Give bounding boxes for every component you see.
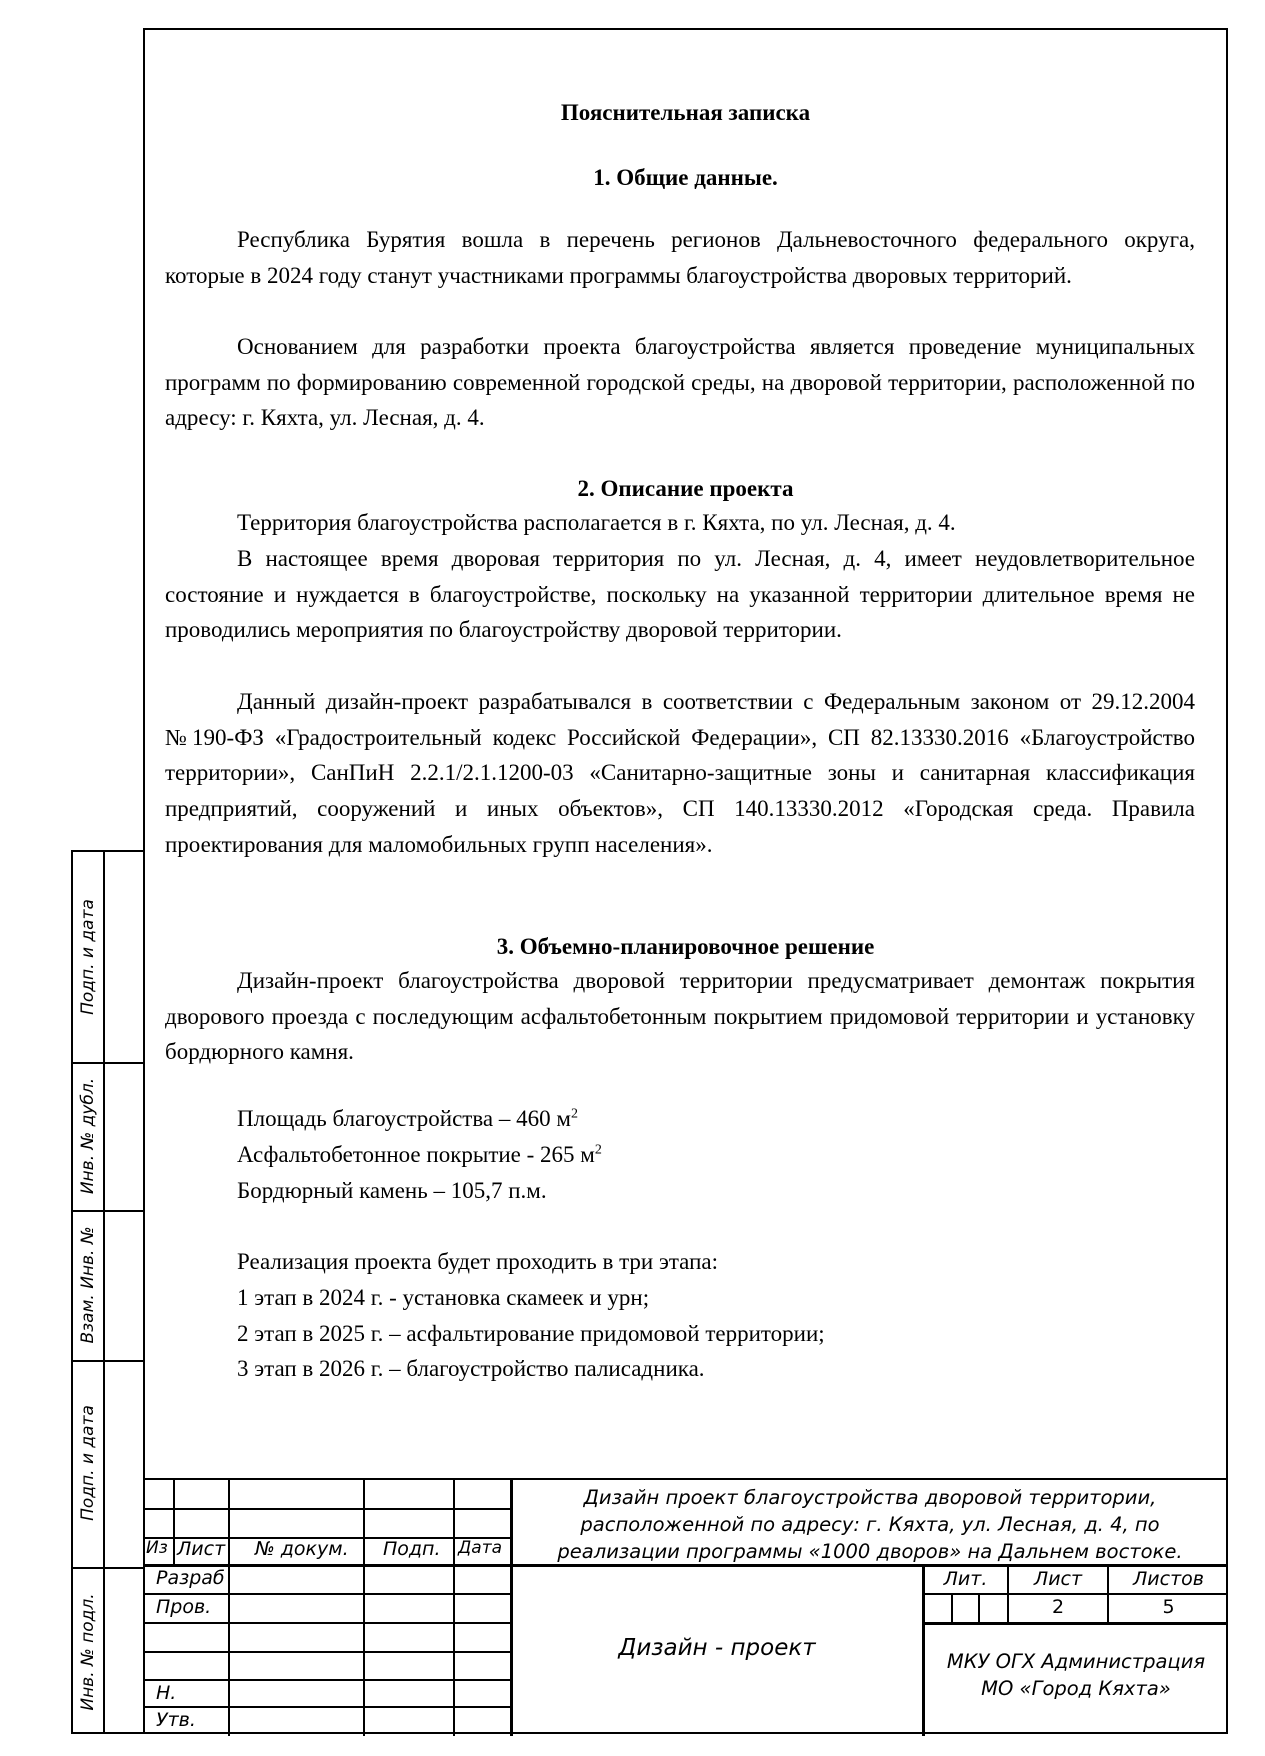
tb-organization: МКУ ОГХ Администрация МО «Город Кяхта»	[946, 1650, 1206, 1700]
tb-role-checked: Пров.	[156, 1596, 212, 1618]
side-strip-row-divider	[73, 1567, 143, 1569]
tb-stage-name: Дизайн - проект	[618, 1635, 816, 1661]
tb-project-title: Дизайн проект благоустройства дворовой территории, расположенной по адресу: г. Кяхта, ул. Лесная, д. 4, по реализации программы «1000 дворов» на Дальнем востоке.	[557, 1486, 1183, 1563]
tb-role-n: Н.	[156, 1682, 177, 1704]
section-3-title: 3. Объемно-планировочное решение	[496, 934, 875, 959]
tb-line	[228, 1480, 230, 1736]
stage-3: 3 этап в 2026 г. – благоустройство палисадника.	[237, 1356, 705, 1381]
tb-line	[922, 1593, 1228, 1595]
title-block	[143, 1478, 1228, 1734]
document-heading: Пояснительная записка	[560, 100, 811, 125]
side-strip-row-divider	[73, 1360, 143, 1362]
area-line: Площадь благоустройства – 460 $м^2$	[237, 1106, 578, 1131]
section-1-paragraph-2: Основанием для разработки проекта благоустройства является проведение муниципальных программ по формированию современной городской среды, на дворовой территории, расположенной по адресу: г. Кяхта, ул. Лесная, д. 4.	[165, 334, 1195, 431]
tb-sheets-label: Листов	[1133, 1568, 1204, 1590]
tb-lit-label: Лит.	[943, 1568, 988, 1590]
side-strip-row-divider	[73, 1062, 143, 1064]
tb-header-doc-no: № докум.	[255, 1538, 349, 1560]
stage-2: 2 этап в 2025 г. – асфальтирование придомовой территории;	[237, 1321, 825, 1346]
curb-line: Бордюрный камень – 105,7 п.м.	[237, 1178, 547, 1203]
tb-header-list: Лист	[177, 1538, 226, 1560]
side-label-dup-inv: Инв. № дубл.	[78, 1077, 98, 1195]
tb-line	[951, 1593, 953, 1623]
tb-sheet-label: Лист	[1033, 1568, 1083, 1590]
side-strip-divider	[103, 852, 105, 1732]
section-2-title: 2. Описание проекта	[577, 476, 794, 501]
tb-line	[922, 1622, 1228, 1625]
tb-line	[978, 1593, 980, 1623]
side-label-sign-date-2: Подп. и дата	[78, 1405, 98, 1521]
tb-role-approved: Утв.	[156, 1709, 196, 1731]
tb-sheets-total: 5	[1162, 1596, 1175, 1618]
side-label-replace-inv: Взам. Инв. №	[78, 1226, 98, 1344]
section-2-paragraph-1: Территория благоустройства располагается в г. Кяхта, по ул. Лесная, д. 4.	[237, 510, 956, 535]
side-strip-row-divider	[73, 1210, 143, 1212]
tb-header-iz: Из	[146, 1538, 168, 1558]
tb-sheet-number: 2	[1051, 1596, 1065, 1618]
stages-intro: Реализация проекта будет проходить в три этапа:	[237, 1249, 718, 1274]
side-stamp-strip	[71, 850, 143, 1734]
section-1-paragraph-1: Республика Бурятия вошла в перечень регионов Дальневосточного федерального округа, которые в 2024 году станут участниками программы благоустройства дворовых территорий.	[165, 227, 1195, 288]
tb-line	[453, 1480, 455, 1736]
side-label-orig-inv: Инв. № подл.	[78, 1593, 98, 1711]
section-2-paragraph-2: В настоящее время дворовая территория по ул. Лесная, д. 4, имеет неудовлетворительное состояние и нуждается в благоустройстве, поскольку на указанной территории длительное время не проводились мероприятия по благоустройству дворовой территории.	[165, 546, 1195, 643]
tb-header-date: Дата	[458, 1538, 503, 1558]
section-1-title: 1. Общие данные.	[593, 165, 778, 190]
section-2-paragraph-3: Данный дизайн-проект разрабатывался в соответствии с Федеральным законом от 29.12.2004 №190-ФЗ «Градостроительный кодекс Российской Федерации», СП 82.13330.2016 «Благоустройство территории», СанПиН 2.2.1/2.1.1200-03 «Санитарно-защитные зоны и санитарная классификация предприятий, сооружений и иных объектов», СП 140.13330.2012 «Городская среда. Правила проектирования для маломобильных групп населения».	[165, 689, 1195, 857]
side-label-sign-date: Подп. и дата	[78, 899, 98, 1015]
asphalt-line: Асфальтобетонное покрытие - 265 $м^2$	[237, 1142, 602, 1167]
tb-line	[173, 1480, 175, 1566]
stage-1: 1 этап в 2024 г. - установка скамеек и урн;	[237, 1285, 650, 1310]
tb-role-developer: Разраб	[156, 1567, 225, 1589]
tb-header-sign: Подп.	[383, 1538, 441, 1560]
tb-line	[363, 1480, 365, 1736]
section-3-paragraph-1: Дизайн-проект благоустройства дворовой территории предусматривает демонтаж покрытия дворового проезда с последующим асфальтобетонным покрытием придомовой территории и установку бордюрного камня.	[165, 968, 1195, 1065]
